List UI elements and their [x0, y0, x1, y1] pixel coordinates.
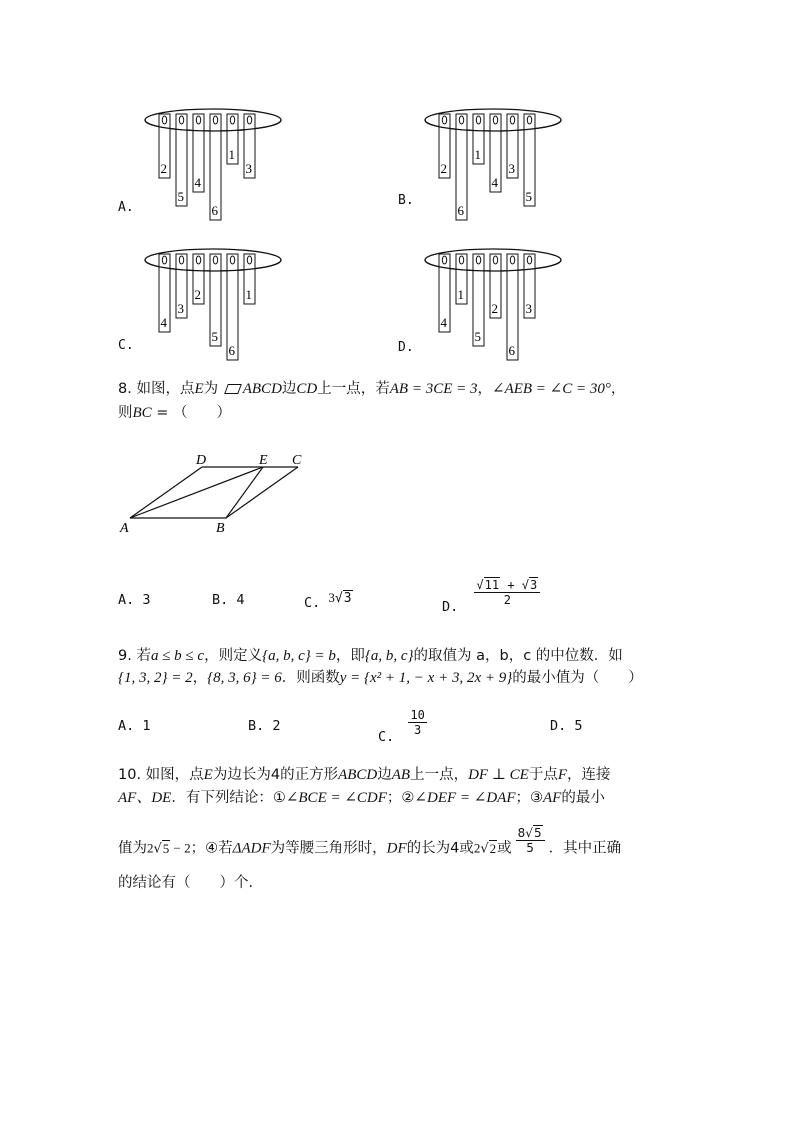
q9-stem-line1: 9. 若a ≤ b ≤ c，则定义{a, b, c} = b，即{a, b, c}的取值为 a，b，c 的中位数．如	[118, 648, 623, 664]
q8-stem-line1: 8. 如图，点E为 ABCD边CD上一点，若AB = 3CE = 3，∠AEB = ∠C = 30°，	[118, 381, 626, 397]
q9-choice-a[interactable]: A. 1	[118, 718, 151, 734]
svg-text:4: 4	[491, 175, 498, 190]
radical-icon: √	[476, 578, 484, 592]
svg-text:6: 6	[508, 343, 515, 358]
key-tag-2	[193, 254, 204, 304]
q9-number: 9.	[118, 648, 132, 664]
svg-text:1: 1	[457, 287, 464, 302]
svg-text:2: 2	[440, 161, 447, 176]
svg-text:2: 2	[160, 161, 167, 176]
q8-choice-c[interactable]: C. 3√3	[304, 590, 352, 611]
q7-figure-c	[145, 249, 281, 360]
svg-text:2: 2	[194, 287, 201, 302]
radical-icon: √	[525, 826, 533, 840]
svg-text:4: 4	[194, 175, 201, 190]
key-tag-2	[490, 254, 501, 318]
radical-icon: √	[480, 841, 489, 857]
svg-text:3: 3	[508, 161, 515, 176]
key-tag-1	[473, 114, 484, 164]
vertex-label-b: B	[216, 521, 225, 536]
key-tag-3	[244, 114, 255, 178]
svg-text:1: 1	[474, 147, 481, 162]
q10-stem-line1: 10. 如图，点E为边长为4的正方形ABCD边AB上一点，DF ⊥ CE于点F，连接	[118, 767, 611, 783]
key-tag-4	[490, 114, 501, 192]
key-tag-3	[176, 254, 187, 318]
q8-choice-d[interactable]: D. $\frac{√11 + √3}{2}$	[442, 578, 540, 607]
q8-stem-line2: 则BC = （ ）	[118, 405, 232, 421]
q7-option-c-label[interactable]: C.	[118, 338, 134, 353]
svg-text:6: 6	[457, 203, 464, 218]
key-tag-2	[159, 114, 170, 178]
radical-icon: √	[334, 591, 343, 606]
radical-icon: √	[153, 841, 162, 857]
svg-text:6: 6	[211, 203, 218, 218]
vertex-label-d: D	[196, 453, 207, 468]
svg-text:3: 3	[525, 301, 532, 316]
radical-icon: √	[521, 578, 530, 592]
q8-choice-b[interactable]: B. 4	[212, 592, 245, 608]
svg-text:5: 5	[177, 189, 184, 204]
q10-stem-line4: 的结论有（ ）个．	[118, 875, 263, 891]
q8-choice-a[interactable]: A. 3	[118, 592, 151, 608]
svg-text:2: 2	[491, 301, 498, 316]
key-tag-5	[210, 254, 221, 346]
key-tag-1	[244, 254, 255, 304]
parallelogram-icon	[224, 384, 242, 394]
q9-choice-d[interactable]: D. 5	[550, 718, 583, 734]
vertex-label-c: C	[292, 453, 302, 468]
svg-text:5: 5	[211, 329, 218, 344]
svg-text:5: 5	[525, 189, 532, 204]
svg-text:5: 5	[474, 329, 481, 344]
q8-parallelogram-figure	[110, 448, 320, 540]
vertex-label-a: A	[120, 521, 129, 536]
svg-text:1: 1	[245, 287, 252, 302]
q7-figure-b	[425, 109, 561, 220]
key-tag-4	[439, 254, 450, 332]
q8-number: 8.	[118, 381, 132, 397]
q10-stem-line3: 值为2√5 − 2；④若ΔADF为等腰三角形时，DF的长为4或2√2或 $\frac{8√5}{5}$ ．其中正确	[118, 826, 622, 857]
q7-option-a-label[interactable]: A.	[118, 200, 134, 215]
svg-text:6: 6	[228, 343, 235, 358]
key-tag-2	[439, 114, 450, 178]
q9-stem-line2: {1, 3, 2} = 2，{8, 3, 6} = 6．则函数y = {x² + 1, − x + 3, 2x + 9}的最小值为（ ）	[118, 670, 643, 686]
q7-figure-a	[145, 109, 281, 220]
key-tag-6	[210, 114, 221, 220]
segment-ae	[130, 467, 263, 518]
q7-option-b-label[interactable]: B.	[398, 193, 414, 208]
q7-figures	[0, 0, 794, 370]
vertex-label-e: E	[259, 453, 268, 468]
key-tag-3	[524, 254, 535, 318]
svg-text:3: 3	[245, 161, 252, 176]
key-tag-5	[176, 114, 187, 206]
svg-text:3: 3	[177, 301, 184, 316]
key-tag-1	[456, 254, 467, 304]
edge-bc	[226, 467, 298, 518]
key-tag-5	[524, 114, 535, 206]
key-tag-1	[227, 114, 238, 164]
svg-text:1: 1	[228, 147, 235, 162]
key-tag-3	[507, 114, 518, 178]
svg-text:4: 4	[160, 315, 167, 330]
q9-choice-b[interactable]: B. 2	[248, 718, 281, 734]
q9-choice-c[interactable]: C. $\frac{10}{3}$	[378, 708, 425, 745]
key-tag-5	[473, 254, 484, 346]
key-tag-4	[193, 114, 204, 192]
q10-number: 10.	[118, 767, 142, 783]
svg-text:4: 4	[440, 315, 447, 330]
q10-stem-line2: AF、DE．有下列结论：①∠BCE = ∠CDF；②∠DEF = ∠DAF；③AF的最小	[118, 790, 605, 806]
key-tag-4	[159, 254, 170, 332]
edge-da	[130, 467, 202, 518]
q7-option-d-label[interactable]: D.	[398, 340, 414, 355]
q7-figure-d	[425, 249, 561, 360]
